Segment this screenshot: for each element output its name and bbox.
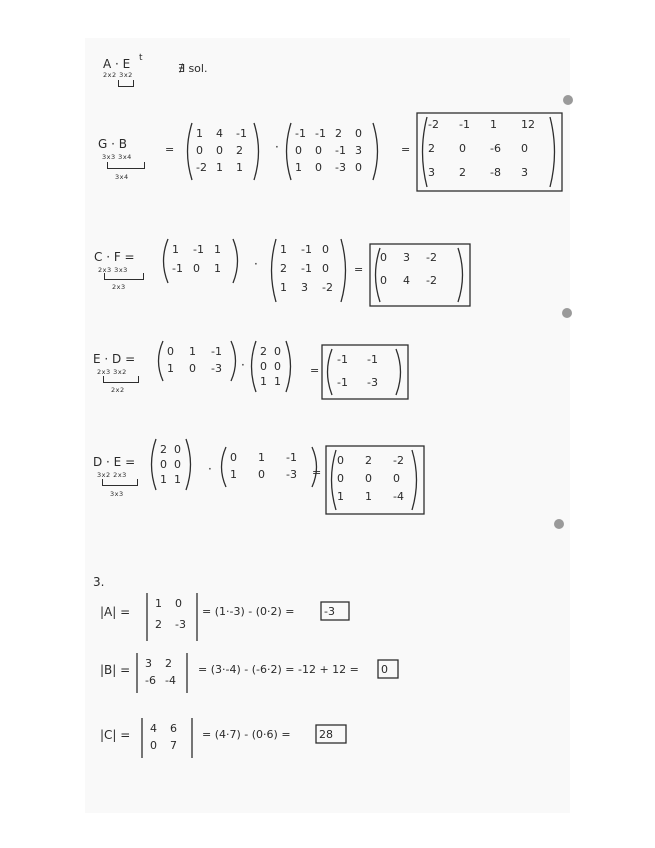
right-matrix-cell: 3	[301, 281, 308, 294]
left-matrix-cell: 0	[189, 362, 196, 375]
determinant-matrix-cell: 6	[170, 722, 177, 735]
right-matrix-cell: 0	[230, 451, 237, 464]
equals-sign: =	[165, 143, 175, 156]
result-dim: 2x3	[112, 283, 126, 291]
result-matrix-cell: 12	[521, 118, 535, 131]
determinant-matrix-cell: 4	[150, 722, 157, 735]
left-matrix-cell: 0	[160, 458, 167, 471]
equals-sign: =	[354, 263, 364, 276]
header-expression: A · E	[103, 57, 131, 71]
right-matrix-cell: 0	[322, 262, 329, 275]
right-matrix-cell: -3	[286, 468, 297, 481]
result-matrix-cell: 0	[459, 142, 466, 155]
right-matrix-cell: -1	[301, 243, 312, 256]
result-matrix-cell: 0	[380, 274, 387, 287]
result-matrix-cell: 0	[393, 472, 400, 485]
determinant-matrix-cell: -4	[165, 674, 176, 687]
product-label: E · D =	[93, 352, 136, 366]
right-matrix-cell: 1	[260, 375, 267, 388]
right-matrix-cell: 2	[335, 127, 342, 140]
right-paren	[186, 439, 191, 490]
left-paren	[152, 439, 157, 490]
result-matrix-cell: 2	[459, 166, 466, 179]
left-paren	[287, 123, 292, 180]
equals-sign: =	[312, 466, 322, 479]
product-label: D · E =	[93, 455, 136, 469]
result-matrix-cell: 0	[380, 251, 387, 264]
left-matrix-cell: 0	[193, 262, 200, 275]
right-matrix-cell: -3	[335, 161, 346, 174]
no-solution-note: ∄ sol.	[178, 62, 208, 75]
left-matrix-cell: 0	[174, 443, 181, 456]
right-matrix-cell: 1	[280, 243, 287, 256]
result-dim: 2x2	[111, 386, 125, 394]
result-matrix-cell: 1	[490, 118, 497, 131]
result-matrix-cell: -4	[393, 490, 404, 503]
multiply-dot: ·	[208, 462, 212, 476]
left-matrix-cell: 1	[172, 243, 179, 256]
result-matrix-cell: -2	[393, 454, 404, 467]
section-number: 3.	[93, 575, 105, 589]
right-paren	[412, 450, 417, 510]
right-matrix-cell: 2	[260, 345, 267, 358]
result-dim: 3x3	[110, 490, 124, 498]
header-dims: 2x2 3x2	[103, 71, 133, 79]
product-dims: 3x3 3x4	[102, 153, 132, 161]
right-paren	[231, 341, 236, 381]
dim-bracket	[103, 376, 139, 383]
multiply-dot: ·	[254, 257, 258, 271]
left-paren	[423, 117, 428, 187]
result-matrix-cell: -2	[426, 251, 437, 264]
right-matrix-cell: 1	[280, 281, 287, 294]
left-matrix-cell: -1	[193, 243, 204, 256]
left-paren	[252, 341, 257, 392]
right-matrix-cell: -1	[286, 451, 297, 464]
dim-bracket	[118, 80, 134, 87]
result-matrix-cell: 1	[337, 490, 344, 503]
product-dims: 2x3 3x2	[97, 368, 127, 376]
determinant-matrix-cell: 0	[150, 739, 157, 752]
right-matrix-cell: 2	[280, 262, 287, 275]
determinant-matrix-cell: 3	[145, 657, 152, 670]
determinant-answer: 28	[319, 728, 333, 741]
equals-sign: =	[310, 364, 320, 377]
right-paren	[550, 117, 555, 187]
left-matrix-cell: 2	[236, 144, 243, 157]
result-matrix-cell: 0	[337, 472, 344, 485]
determinant-matrix-cell: 7	[170, 739, 177, 752]
left-paren	[328, 349, 333, 395]
left-matrix-cell: -2	[196, 161, 207, 174]
left-matrix-cell: -1	[236, 127, 247, 140]
left-matrix-cell: 4	[216, 127, 223, 140]
right-matrix-cell: 0	[258, 468, 265, 481]
left-matrix-cell: 0	[174, 458, 181, 471]
left-paren	[164, 239, 169, 283]
right-matrix-cell: 0	[355, 161, 362, 174]
right-matrix-cell: 0	[295, 144, 302, 157]
right-matrix-cell: -1	[301, 262, 312, 275]
right-paren	[341, 239, 346, 302]
left-matrix-cell: 1	[167, 362, 174, 375]
left-matrix-cell: -1	[172, 262, 183, 275]
right-matrix-cell: 3	[355, 144, 362, 157]
left-matrix-cell: 0	[167, 345, 174, 358]
result-matrix-cell: 0	[337, 454, 344, 467]
right-matrix-cell: 1	[230, 468, 237, 481]
right-matrix-cell: 0	[315, 161, 322, 174]
product-label: G · B	[98, 137, 127, 151]
left-paren	[222, 447, 227, 487]
determinant-matrix-cell: 1	[155, 597, 162, 610]
right-paren	[233, 239, 238, 283]
right-matrix-cell: 0	[274, 345, 281, 358]
determinant-work: = (3·-4) - (-6·2) = -12 + 12 =	[198, 663, 359, 676]
result-matrix-cell: -1	[337, 376, 348, 389]
left-matrix-cell: 0	[196, 144, 203, 157]
right-paren	[373, 123, 378, 180]
determinant-matrix-cell: 2	[165, 657, 172, 670]
dim-bracket	[107, 162, 145, 169]
result-matrix-cell: -2	[426, 274, 437, 287]
determinant-label: |C| =	[100, 728, 131, 742]
left-matrix-cell: -3	[211, 362, 222, 375]
result-dim: 3x4	[115, 173, 129, 181]
multiply-dot: ·	[241, 358, 245, 372]
left-matrix-cell: 1	[196, 127, 203, 140]
right-matrix-cell: -1	[335, 144, 346, 157]
dim-bracket	[104, 273, 144, 280]
determinant-work: = (1·-3) - (0·2) =	[202, 605, 295, 618]
left-matrix-cell: 1	[160, 473, 167, 486]
result-matrix-cell: -1	[459, 118, 470, 131]
right-paren	[458, 248, 463, 302]
product-dims: 3x2 2x3	[97, 471, 127, 479]
determinant-matrix-cell: 2	[155, 618, 162, 631]
determinant-label: |B| =	[100, 663, 131, 677]
left-matrix-cell: 1	[214, 243, 221, 256]
result-matrix-cell: 2	[365, 454, 372, 467]
result-box	[322, 345, 408, 399]
determinant-matrix-cell: 0	[175, 597, 182, 610]
left-matrix-cell: -1	[211, 345, 222, 358]
result-matrix-cell: 3	[428, 166, 435, 179]
result-matrix-cell: 0	[365, 472, 372, 485]
right-matrix-cell: 0	[274, 360, 281, 373]
product-label: C · F =	[94, 250, 135, 264]
result-matrix-cell: -1	[337, 353, 348, 366]
determinant-answer: -3	[324, 605, 335, 618]
right-matrix-cell: -2	[322, 281, 333, 294]
determinant-answer: 0	[381, 663, 388, 676]
left-matrix-cell: 2	[160, 443, 167, 456]
header-superscript: t	[139, 53, 144, 63]
right-matrix-cell: 0	[315, 144, 322, 157]
left-paren	[159, 341, 164, 381]
right-matrix-cell: 0	[322, 243, 329, 256]
result-matrix-cell: 4	[403, 274, 410, 287]
left-paren	[332, 450, 337, 510]
result-matrix-cell: -2	[428, 118, 439, 131]
result-matrix-cell: -1	[367, 353, 378, 366]
right-matrix-cell: 0	[260, 360, 267, 373]
result-matrix-cell: 2	[428, 142, 435, 155]
right-paren	[286, 341, 291, 392]
determinant-matrix-cell: -6	[145, 674, 156, 687]
right-matrix-cell: -1	[295, 127, 306, 140]
dim-bracket	[102, 479, 138, 486]
left-matrix-cell: 1	[216, 161, 223, 174]
determinant-label: |A| =	[100, 605, 131, 619]
right-paren	[396, 349, 401, 395]
left-paren	[272, 239, 277, 302]
determinant-work: = (4·7) - (0·6) =	[202, 728, 291, 741]
right-paren	[254, 123, 259, 180]
result-matrix-cell: -6	[490, 142, 501, 155]
left-matrix-cell: 1	[174, 473, 181, 486]
result-matrix-cell: 0	[521, 142, 528, 155]
right-matrix-cell: 1	[274, 375, 281, 388]
right-matrix-cell: 0	[355, 127, 362, 140]
equals-sign: =	[401, 143, 411, 156]
result-matrix-cell: 1	[365, 490, 372, 503]
result-matrix-cell: 3	[521, 166, 528, 179]
product-dims: 2x3 3x3	[98, 266, 128, 274]
determinant-matrix-cell: -3	[175, 618, 186, 631]
left-matrix-cell: 1	[214, 262, 221, 275]
result-matrix-cell: -3	[367, 376, 378, 389]
left-matrix-cell: 1	[189, 345, 196, 358]
left-matrix-cell: 0	[216, 144, 223, 157]
right-matrix-cell: -1	[315, 127, 326, 140]
result-matrix-cell: -8	[490, 166, 501, 179]
right-matrix-cell: 1	[258, 451, 265, 464]
right-matrix-cell: 1	[295, 161, 302, 174]
result-matrix-cell: 3	[403, 251, 410, 264]
left-paren	[188, 123, 193, 180]
multiply-dot: ·	[275, 140, 279, 154]
left-matrix-cell: 1	[236, 161, 243, 174]
